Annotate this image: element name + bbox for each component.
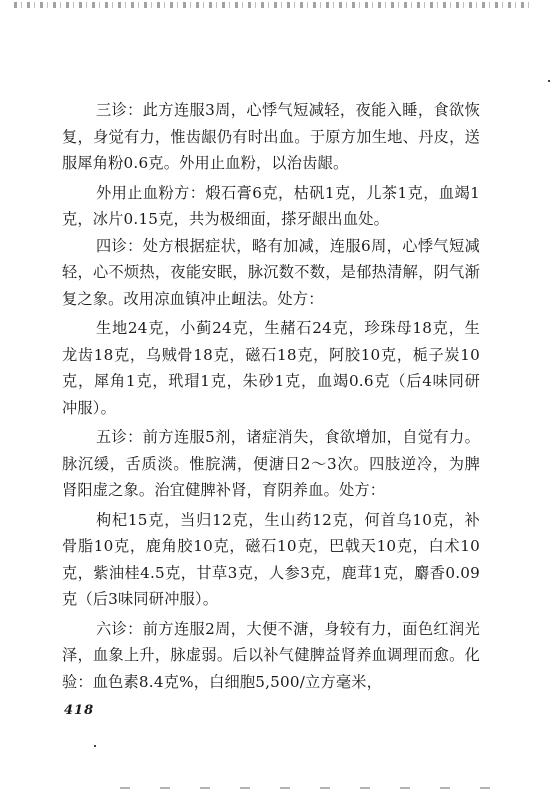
paragraph-fifth-visit: 五诊：前方连服5剂，诸症消失，食欲增加，自觉有力。脉沉缓，舌质淡。惟脘满，便溏日2～3次。四肢逆冷，为脾肾阳虚之象。治宜健脾补肾，育阴养血。处方： [62,428,480,499]
paragraph-prescription-2: 枸杞15克，当归12克，生山药12克，何首乌10克，补骨脂10克，鹿角胶10克，磁石10克，巴戟天10克，白术10克，紫油桂4.5克，甘草3克，人参3克，鹿茸1克，麝香0.09克（后3味同研冲服）。 [62,510,480,608]
scan-artifact-top [14,2,534,8]
scan-speck [94,745,96,747]
paragraph-fourth-visit: 四诊：处方根据症状，略有加减，连服6周，心悸气短减轻，心不烦热，夜能安眠，脉沉数不数，是郁热清解，阴气渐复之象。改用凉血镇冲止衄法。处方： [62,236,480,308]
scan-artifact-bottom [120,787,520,789]
paragraph-prescription-1: 生地24克，小蓟24克，生赭石24克，珍珠母18克，生龙齿18克，乌贼骨18克，磁石18克，阿胶10克，栀子炭10克，犀角1克，玳瑁1克，朱砂1克，血竭0.6克（后4味同研冲服）。 [62,319,480,417]
paragraph-third-visit: 三诊：此方连服3周，心悸气短减轻，夜能入睡，食欲恢复，身觉有力，惟齿龈仍有时出血。于原方加生地、丹皮，送服犀角粉0.6克。外用止血粉，以治齿龈。 [62,101,480,172]
paragraph-sixth-visit: 六诊：前方连服2周，大便不溏，身较有力，面色红润光泽，血象上升，脉虚弱。后以补气健脾益肾养血调理而愈。化验：血色素8.4克%，白细胞5,500/立方毫米， [62,619,480,691]
paragraph-external-powder: 外用止血粉方：煅石膏6克，枯矾1克，儿茶1克，血竭1克，冰片0.15克，共为极细面，搽牙龈出血处。 [62,183,480,228]
scan-speck [548,80,550,82]
page-number: 418 [64,703,95,718]
page-body [62,97,480,695]
